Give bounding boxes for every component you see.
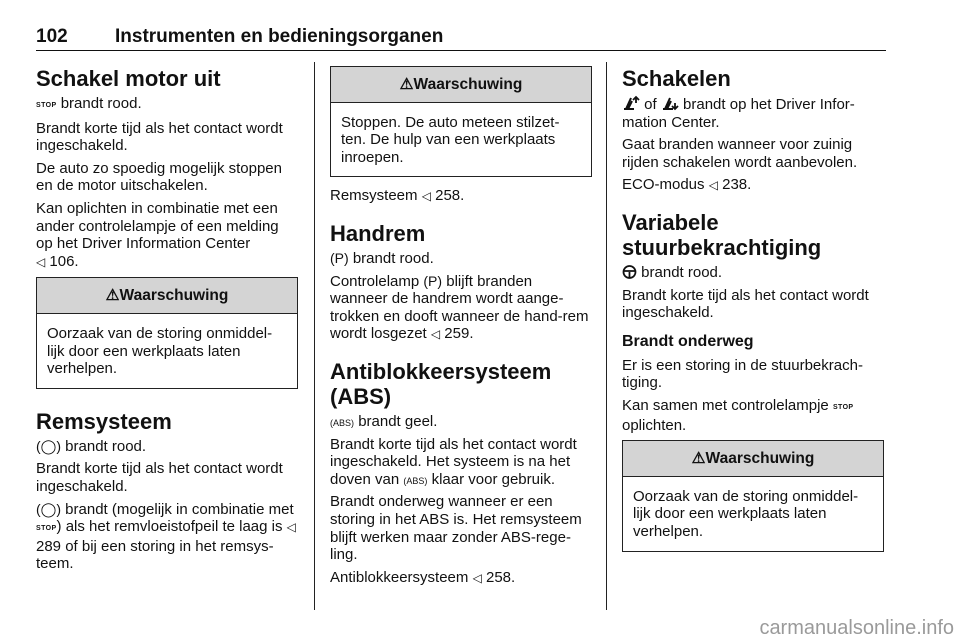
column-2 xyxy=(330,66,592,592)
page-number: 102 xyxy=(36,26,68,47)
paragraph: brandt rood. xyxy=(622,264,884,282)
page-reference[interactable]: 238. xyxy=(722,176,752,194)
paragraph: Remsysteem ◁ 258. xyxy=(330,187,465,205)
subheading: Brandt onderweg xyxy=(622,332,754,350)
page-reference[interactable]: 258. xyxy=(485,568,516,586)
arrow-icon: ◁ xyxy=(286,520,296,535)
paragraph: (ABS) brandt geel. xyxy=(330,412,438,430)
header-rule xyxy=(36,50,886,51)
warning-header: ⚠Waarschuwing xyxy=(331,67,591,103)
parking-brake-icon: (P) xyxy=(423,272,443,289)
paragraph: Gaat branden wanneer voor zuinig rijden schakelen wordt aanbevolen. xyxy=(622,136,858,171)
page-reference[interactable]: 106. xyxy=(49,252,79,270)
abs-icon: (ABS) xyxy=(330,417,355,428)
column-3 xyxy=(622,66,884,562)
warning-body: Oorzaak van de storing onmiddel-lijk door een werkplaats laten verhelpen. xyxy=(633,487,859,540)
stop-icon: STOP xyxy=(832,403,854,411)
arrow-icon: ◁ xyxy=(36,254,46,269)
page-reference[interactable]: 259. xyxy=(444,325,474,343)
watermark: carmanualsonline.info xyxy=(759,617,954,639)
page-reference[interactable]: 258. xyxy=(435,187,465,205)
paragraph: (◯) brandt rood. xyxy=(36,437,147,455)
warning-box xyxy=(622,440,884,551)
brake-warning-icon: (◯) xyxy=(36,437,61,454)
steering-wheel-icon xyxy=(622,265,637,279)
parking-brake-icon: (P) xyxy=(330,249,349,266)
paragraph: (P) brandt rood. xyxy=(330,249,434,267)
paragraph: STOP brandt rood. xyxy=(36,95,142,112)
paragraph: of brandt op het Driver Infor-mation Center. xyxy=(622,96,855,131)
paragraph: Controlelamp (P) blijft branden wanneer de handrem wordt aange-trokken en dooft wanneer de hand-rem wordt losgezet ◁ 259. xyxy=(330,272,589,343)
arrow-icon: ◁ xyxy=(472,570,482,585)
column-1 xyxy=(36,66,298,578)
paragraph: Kan samen met controlelampje STOP oplichten. xyxy=(622,396,854,434)
stop-icon: STOP xyxy=(36,525,57,533)
arrow-icon: ◁ xyxy=(430,327,441,342)
paragraph: Brandt korte tijd als het contact wordt ingeschakeld. Het systeem is na het doven van (ABS) klaar voor gebruik. xyxy=(330,435,577,488)
page-title: Instrumenten en bedieningsorganen xyxy=(115,26,444,47)
warning-header: ⚠Waarschuwing xyxy=(37,278,297,314)
shift-up-icon xyxy=(622,95,640,111)
paragraph: Antiblokkeersysteem ◁ 258. xyxy=(330,568,516,586)
column-divider-2 xyxy=(606,62,607,610)
arrow-icon: ◁ xyxy=(708,178,718,193)
warning-icon: ⚠ xyxy=(691,450,706,468)
section-title-abs: Antiblokkeersysteem (ABS) xyxy=(330,358,552,409)
paragraph: Brandt korte tijd als het contact wordt ingeschakeld. xyxy=(36,460,283,495)
warning-icon: ⚠ xyxy=(105,287,120,305)
warning-body: Oorzaak van de storing onmiddel-lijk door een werkplaats laten verhelpen. xyxy=(47,324,273,378)
warning-box xyxy=(36,277,298,388)
section-title-power-steering: Variabele stuurbekrachtiging xyxy=(622,209,822,260)
warning-icon: ⚠ xyxy=(399,76,414,93)
paragraph: De auto zo spoedig mogelijk stoppen en de motor uitschakelen. xyxy=(36,159,282,195)
stop-icon: STOP xyxy=(36,102,57,109)
brake-warning-icon: (◯) xyxy=(36,500,61,517)
arrow-icon: ◁ xyxy=(421,189,431,204)
paragraph: (◯) brandt (mogelijk in combinatie met STOP) als het remvloeistofpeil te laag is ◁ 289 of bij een storing in het remsys-teem. xyxy=(36,500,296,573)
warning-box xyxy=(330,66,592,177)
section-title-shifting: Schakelen xyxy=(622,66,731,91)
paragraph: Brandt onderweg wanneer er een storing in het ABS is. Het remsysteem blijft werken maar zonder ABS-rege-ling. xyxy=(330,493,582,564)
paragraph: Er is een storing in de stuurbekrach-tiging. xyxy=(622,356,863,392)
page-header xyxy=(36,26,886,48)
section-title-engine-off: Schakel motor uit xyxy=(36,66,221,91)
shift-down-icon xyxy=(661,95,679,111)
column-divider-1 xyxy=(314,62,315,610)
paragraph: Brandt korte tijd als het contact wordt ingeschakeld. xyxy=(622,286,869,322)
paragraph: Kan oplichten in combinatie met een ander controlelampje of een melding op het Driver Information Center ◁ 106. xyxy=(36,199,279,270)
warning-body: Stoppen. De auto meteen stilzet-ten. De hulp van een werkplaats inroepen. xyxy=(341,113,560,166)
section-title-handbrake: Handrem xyxy=(330,220,426,246)
section-title-brake-system: Remsysteem xyxy=(36,408,172,434)
abs-icon: (ABS) xyxy=(403,475,428,486)
paragraph: ECO-modus ◁ 238. xyxy=(622,176,752,194)
warning-header: ⚠Waarschuwing xyxy=(623,441,883,477)
paragraph: Brandt korte tijd als het contact wordt ingeschakeld. xyxy=(36,119,283,155)
